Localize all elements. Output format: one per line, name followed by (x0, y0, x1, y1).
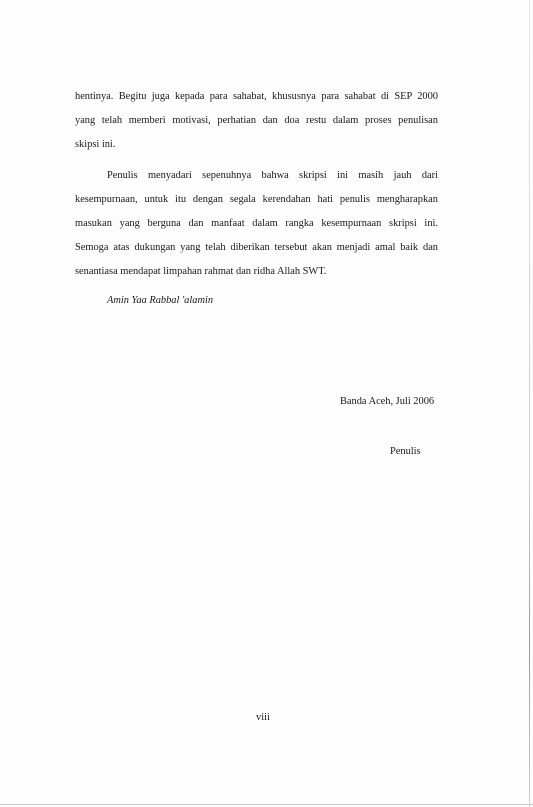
scan-edge-right (529, 0, 530, 807)
paragraph1-line2: yang telah memberi motivasi, perhatian dan doa restu dalam proses penulisan (75, 115, 438, 126)
page-number: viii (256, 712, 270, 723)
paragraph2-line4: Semoga atas dukungan yang telah diberikan tersebut akan menjadi amal baik dan (75, 242, 438, 253)
place-date: Banda Aceh, Juli 2006 (340, 396, 435, 407)
paragraph2-line3: masukan yang berguna dan manfaat dalam rangka kesempurnaan skripsi ini. (75, 218, 438, 229)
signature-label: Penulis (390, 446, 421, 457)
scan-edge-bottom (0, 804, 533, 805)
paragraph2-line5: senantiasa mendapat limpahan rahmat dan ridha Allah SWT. (75, 266, 327, 277)
paragraph1-line1: hentinya. Begitu juga kepada para sahabat, khususnya para sahabat di SEP 2000 (75, 91, 438, 102)
closing-prayer: Amin Yaa Rabbal 'alamin (107, 295, 214, 306)
paragraph2-line2: kesempurnaan, untuk itu dengan segala kerendahan hati penulis mengharapkan (75, 194, 438, 205)
paragraph1-line3: skipsi ini. (75, 139, 116, 150)
paragraph2-line1: Penulis menyadari sepenuhnya bahwa skripsi ini masih jauh dari (107, 170, 438, 181)
